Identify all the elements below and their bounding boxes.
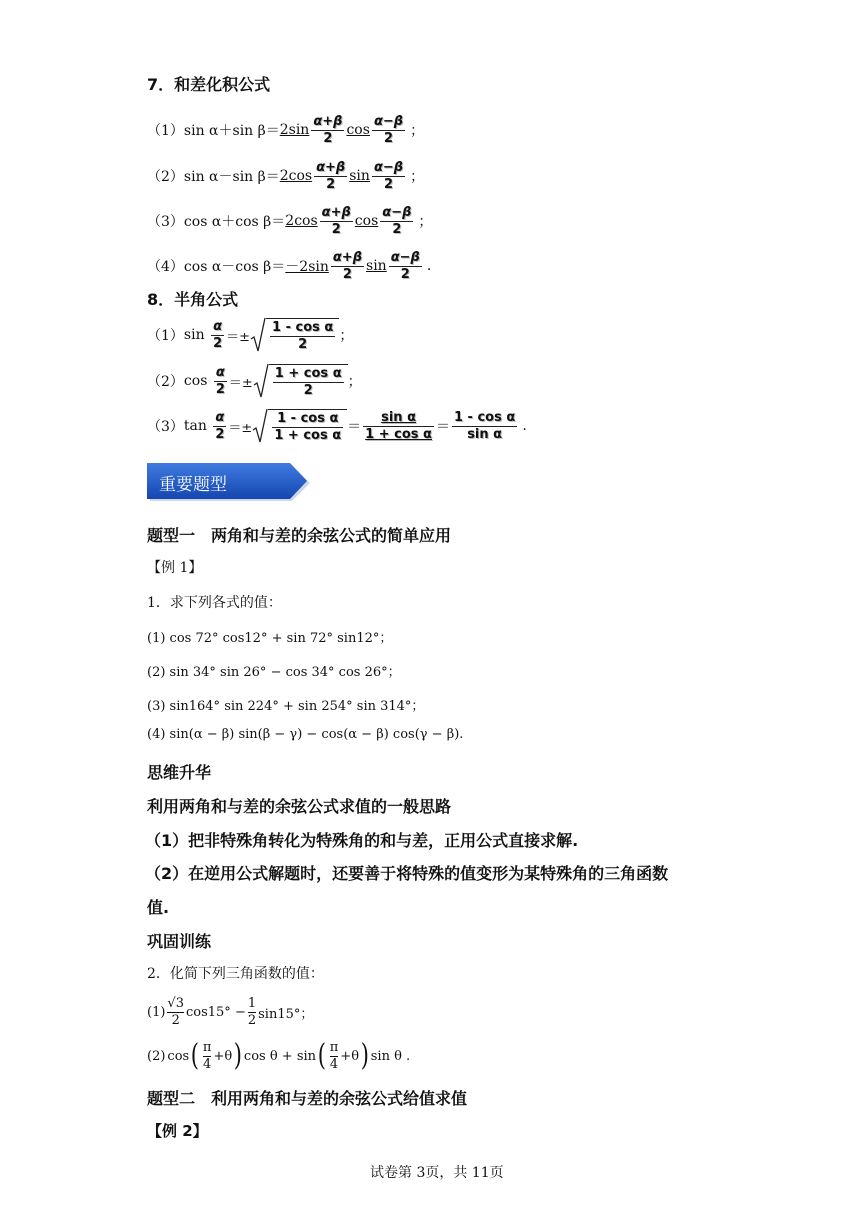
sum-to-product-row: （3） cos α＋cos β＝ 2cos $\frac{\alpha+\beta}{2}$ cos $\frac{\alpha-\beta}{2}$ ； [147,204,433,237]
sum-to-product-row: （1） sin α＋sin β＝ 2sin $\frac{\alpha+\beta}{2}$ cos $\frac{\alpha-\beta}{2}$ ； [147,113,425,146]
sum-to-product-row: （2） sin α－sin β＝ 2cos $\frac{\alpha+\beta}{2}$ sin $\frac{\alpha-\beta}{2}$ ； [147,159,425,192]
think-title: 思维升华 [147,763,212,782]
half-angle-tan: （3） tan $\frac{\alpha}{2}$ ＝± $\frac{\text{1 - cos α}}{\text{1 + cos α}}$ ＝ $\frac{\text{sin α}}{\text{1 + cos α}}$ ＝ $\frac{\text{1 - cos α}}{\text{sin α}}$ . [147,409,527,443]
example-2-label: 【例 2】 [147,1122,208,1140]
think-point-2b: 值. [147,898,170,917]
q1-item-4: (4) sin(α − β) sin(β − γ) − cos(α − β) cos(γ − β). [147,727,464,742]
think-point-2a: （2）在逆用公式解题时，还要善于将特殊的值变形为某特殊角的三角函数 [145,864,669,883]
q1-item-2: (2) sin 34° sin 26° − cos 34° cos 26°； [147,665,401,680]
q1-item-3: (3) sin164° sin 224° + sin 254° sin 314°； [147,699,425,714]
section-7-title: 7．和差化积公式 [147,75,271,94]
think-point-1: （1）把非特殊角转化为特殊角的和与差，正用公式直接求解. [145,831,579,850]
important-types-banner [147,461,312,503]
q2-item-1: (1) √3 2 cos15° − 1 2 sin15°； [147,995,314,1028]
practice-title: 巩固训练 [147,932,212,951]
type-1-title: 题型一 两角和与差的余弦公式的简单应用 [147,526,452,545]
q2-item-2: (2) cos ( π 4 +θ ) cos θ + sin ( π 4 +θ ) sin θ . [147,1038,411,1073]
half-angle-cos: （2） cos $\frac{\alpha}{2}$ ＝± $\frac{\text{1 + cos α}}{2}$ ； [147,364,362,398]
banner-label: 重要题型 [159,475,227,495]
example-1-label: 【例 1】 [147,560,203,576]
think-subtitle: 利用两角和与差的余弦公式求值的一般思路 [147,797,452,816]
question-2: 2．化简下列三角函数的值： [147,966,324,982]
sum-to-product-row: （4） cos α－cos β＝ －2sin $\frac{\alpha+\beta}{2}$ sin $\frac{\alpha-\beta}{2}$ . [147,249,432,282]
question-1: 1．求下列各式的值： [147,595,282,611]
page-footer: 试卷第 3页，共 11页 [370,1165,504,1181]
half-angle-sin: （1） sin $\frac{\alpha}{2}$ ＝± $\frac{\text{1 - cos α}}{2}$ ； [147,318,354,352]
q1-item-1: (1) cos 72° cos12° + sin 72° sin12°； [147,631,393,646]
section-8-title: 8．半角公式 [147,290,239,309]
type-2-title: 题型二 利用两角和与差的余弦公式给值求值 [147,1089,468,1108]
